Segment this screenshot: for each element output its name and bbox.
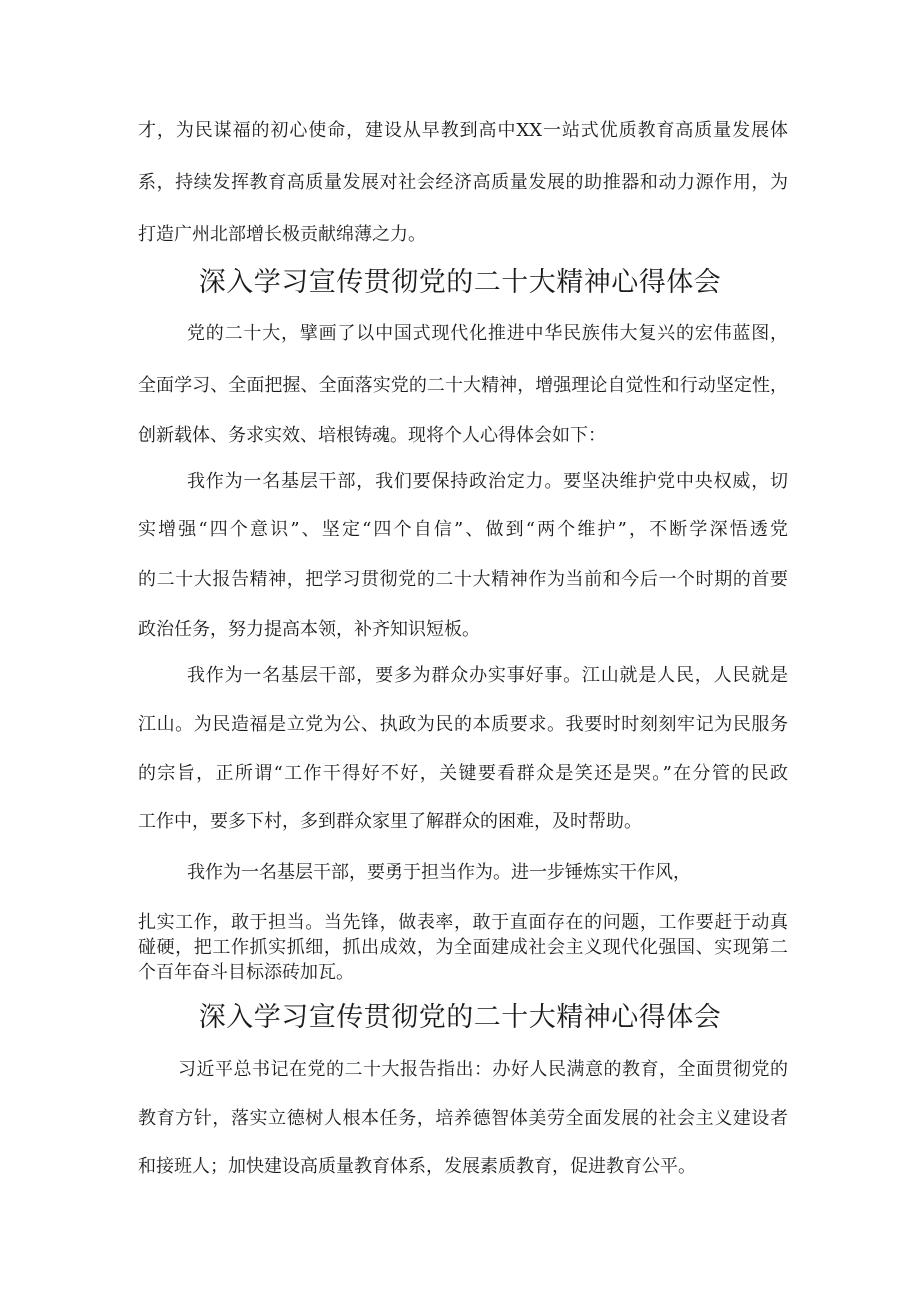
paragraph-line: 我作为一名基层干部，我们要保持政治定力。要坚决维护党中央权威，切 xyxy=(187,471,788,492)
paragraph-line: 习近平总书记在党的二十大报告指出：办好人民满意的教育，全面贯彻党的 xyxy=(178,1059,788,1080)
paragraph-line: 全面学习、全面把握、全面落实党的二十大精神，增强理论自觉性和行动坚定性， xyxy=(138,375,788,396)
paragraph-line: 和接班人；加快建设高质量教育体系，发展素质教育，促进教育公平。 xyxy=(138,1156,696,1177)
paragraph-line: 教育方针，落实立德树人根本任务，培养德智体美劳全面发展的社会主义建设者 xyxy=(138,1108,788,1129)
paragraph-line: 我作为一名基层干部，要勇于担当作为。进一步锤炼实干作风， xyxy=(187,862,691,883)
paragraph-line: 党的二十大，擘画了以中国式现代化推进中华民族伟大复兴的宏伟蓝图， xyxy=(187,323,788,344)
paragraph-line: 个百年奋斗目标添砖加瓦。 xyxy=(138,962,354,983)
intro-line: 打造广州北部增长极贡献绵薄之力。 xyxy=(138,224,426,245)
paragraph-line: 创新载体、务求实效、培根铸魂。现将个人心得体会如下： xyxy=(138,425,606,446)
paragraph-line: 碰硬，把工作抓实抓细，抓出成效，为全面建成社会主义现代化强国、实现第二 xyxy=(138,937,788,958)
paragraph-line: 的二十大报告精神，把学习贯彻党的二十大精神作为当前和今后一个时期的首要 xyxy=(138,569,788,590)
intro-line: 才，为民谋福的初心使命，建设从早教到高中XX一站式优质教育高质量发展体 xyxy=(138,120,788,141)
paragraph-line: 工作中，要多下村，多到群众家里了解群众的困难，及时帮助。 xyxy=(138,811,642,832)
section-title: 深入学习宣传贯彻党的二十大精神心得体会 xyxy=(198,1002,722,1033)
paragraph-line: 的宗旨，正所谓“工作干得好不好，关键要看群众是笑还是哭。”在分管的民政 xyxy=(138,763,788,784)
intro-line: 系，持续发挥教育高质量发展对社会经济高质量发展的助推器和动力源作用，为 xyxy=(138,172,788,193)
paragraph-line: 我作为一名基层干部，要多为群众办实事好事。江山就是人民，人民就是 xyxy=(187,665,788,686)
paragraph-line: 江山。为民造福是立党为公、执政为民的本质要求。我要时时刻刻牢记为民服务 xyxy=(138,714,788,735)
paragraph-line: 扎实工作，敢于担当。当先锋，做表率，敢于直面存在的问题，工作要赶于动真 xyxy=(138,912,788,933)
paragraph-line: 实增强“四个意识”、坚定“四个自信”、做到“两个维护”，不断学深悟透党 xyxy=(138,519,788,540)
section-title: 深入学习宣传贯彻党的二十大精神心得体会 xyxy=(198,267,722,298)
paragraph-line: 政治任务，努力提高本领，补齐知识短板。 xyxy=(138,619,480,640)
